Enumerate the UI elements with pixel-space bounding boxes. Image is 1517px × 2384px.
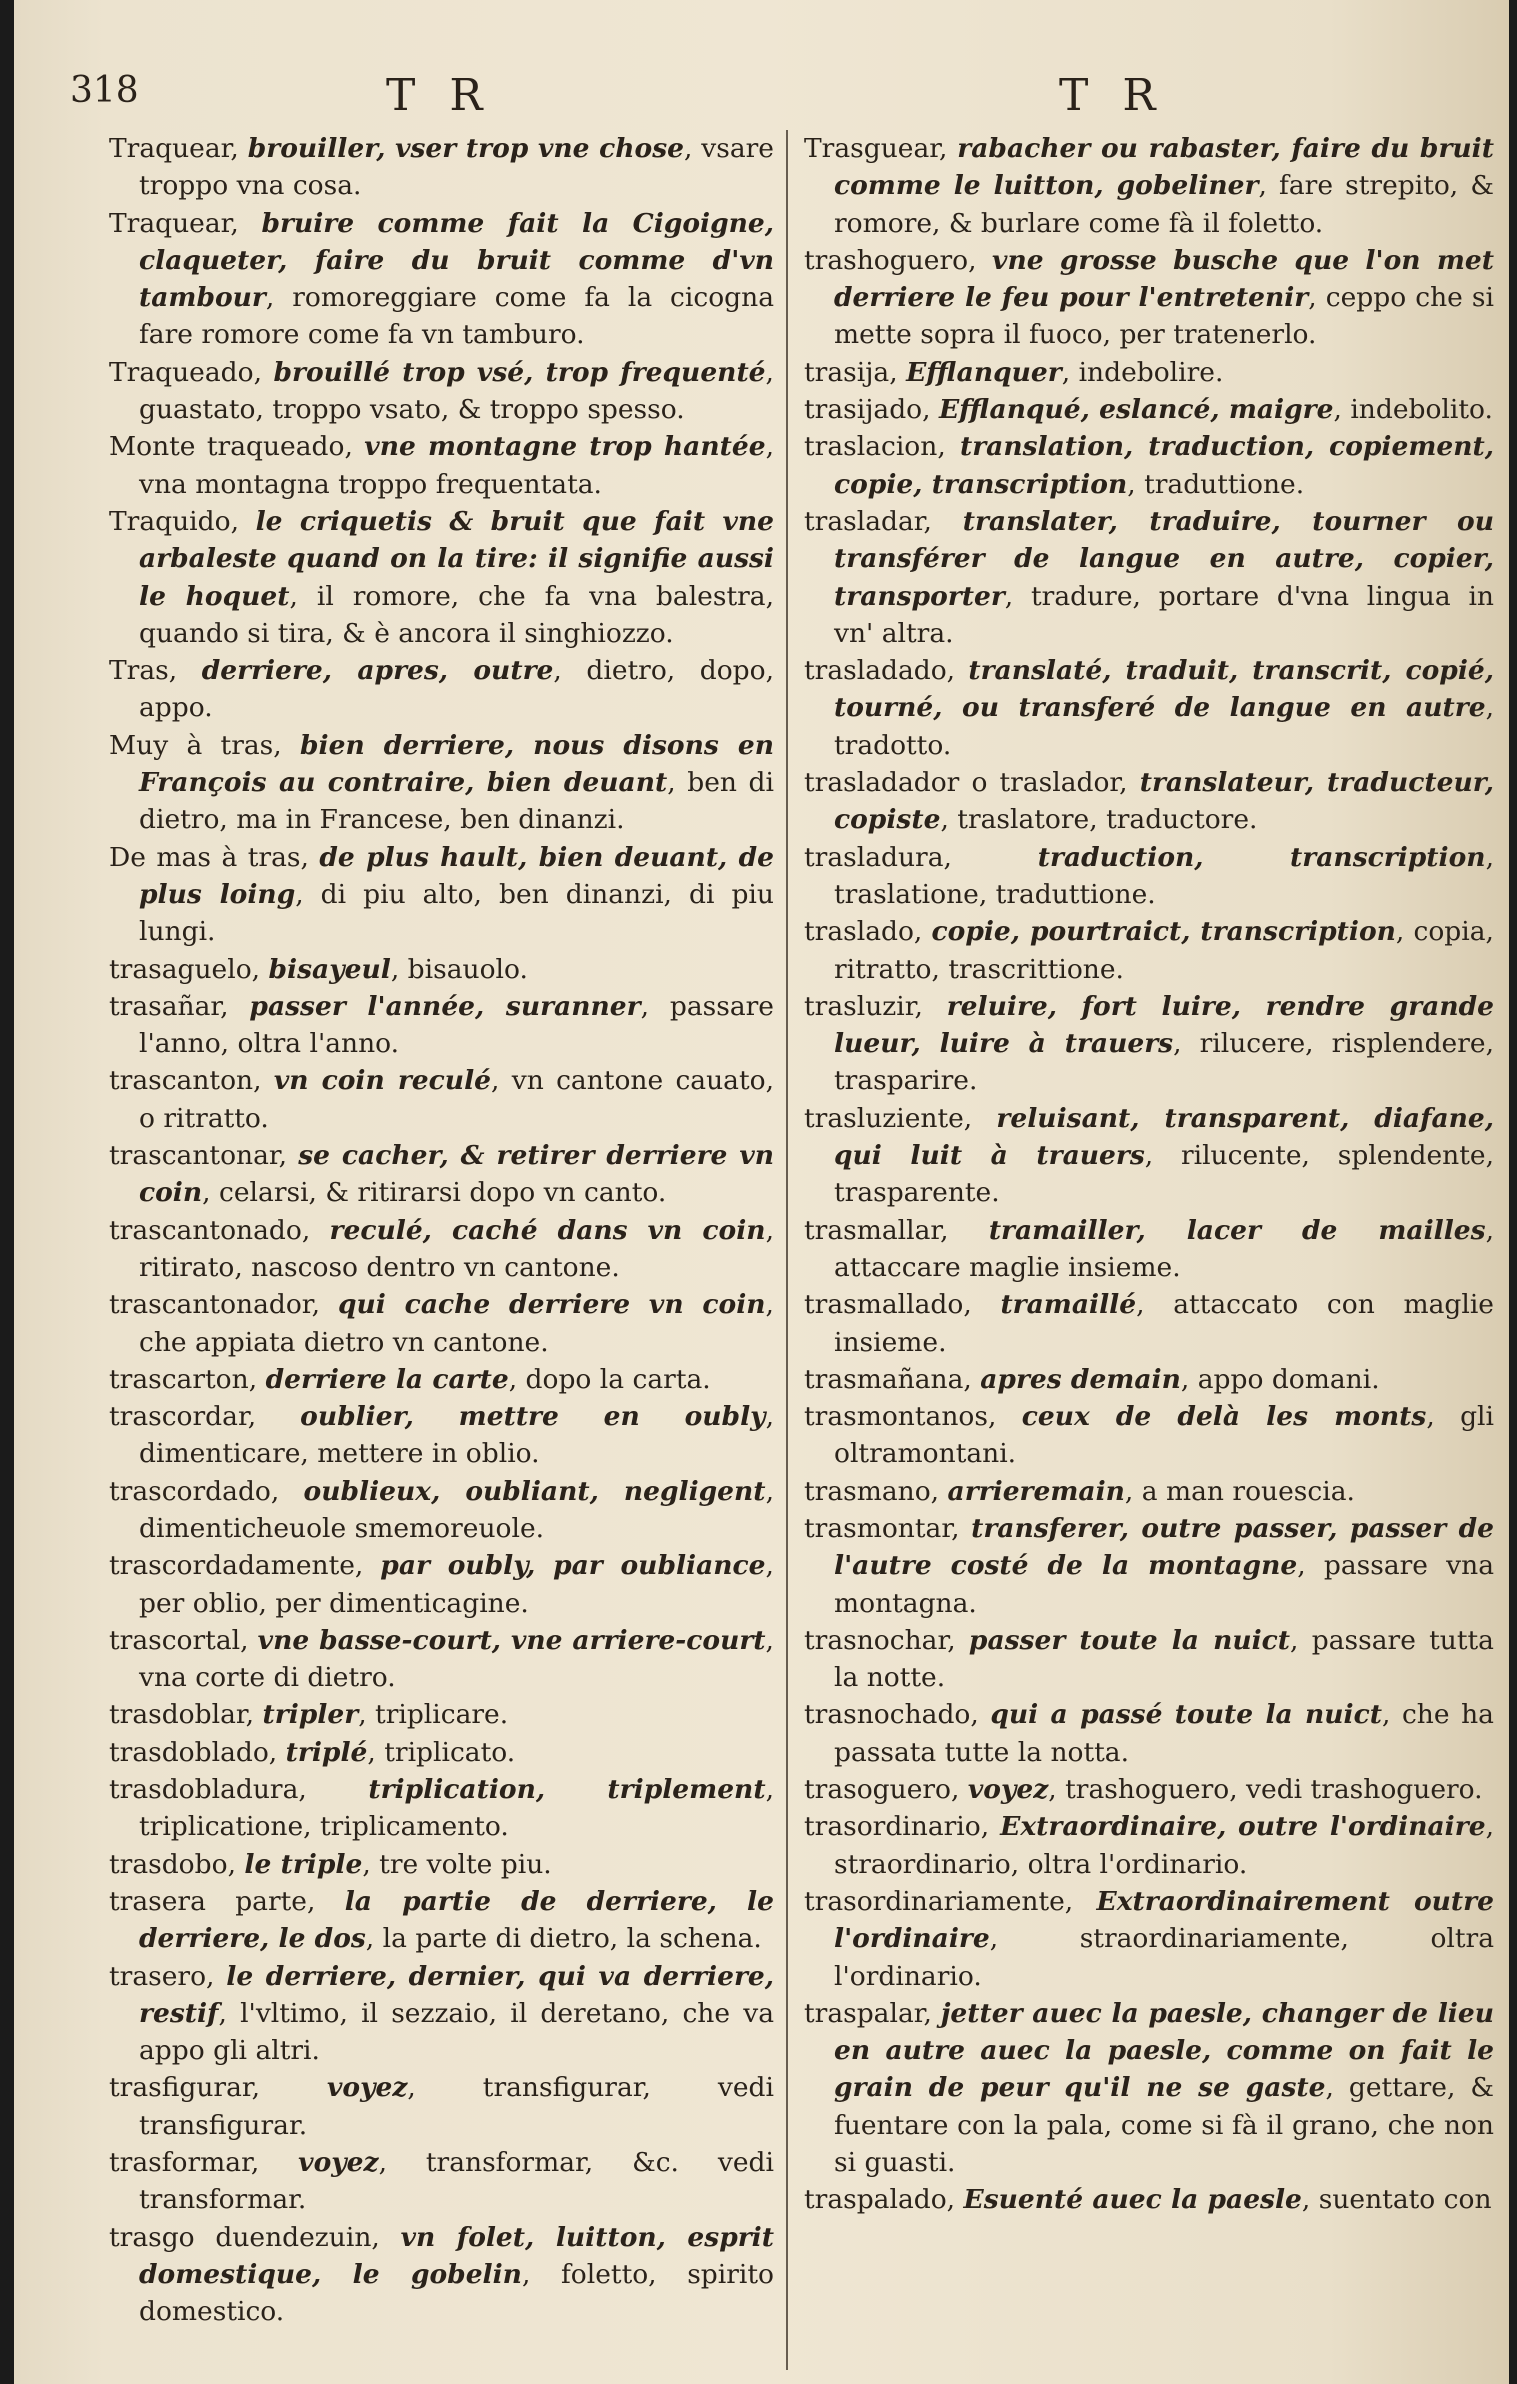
entry-italian: tradure, portare d'vna lingua in vn' altra. bbox=[834, 580, 1494, 649]
entry-french: triplication, triplement bbox=[368, 1774, 766, 1806]
entry-headword: trasnochar bbox=[804, 1624, 948, 1656]
dictionary-entry: trasnochado, qui a passé toute la nuict, che ha passata tutte la notta. bbox=[804, 1699, 1494, 1768]
entry-italian: che appiata dietro vn cantone. bbox=[139, 1326, 549, 1358]
dictionary-entry: Traquido, le criquetis & bruit que fait vne arbaleste quand on la tire: il signifie aussi le hoquet, il romore, che fa vna balestra, quando si tira, & è ancora il singhiozzo. bbox=[109, 505, 774, 649]
entry-italian: vna corte di dietro. bbox=[139, 1662, 396, 1694]
dictionary-entry: trasmontanos, ceux de delà les monts, gli oltramontani. bbox=[804, 1401, 1494, 1470]
entry-headword: trasladador o traslador bbox=[804, 767, 1120, 799]
entry-headword: trasija bbox=[804, 356, 890, 388]
entry-italian: attaccato con maglie insieme. bbox=[834, 1289, 1494, 1358]
entry-french: Efflanqué, eslancé, maigre bbox=[938, 394, 1334, 426]
dictionary-entry: trasmontar, transferer, outre passer, passer de l'autre costé de la montagne, passare vna montagna. bbox=[804, 1512, 1495, 1619]
entry-headword: Traquear bbox=[109, 133, 231, 164]
dictionary-entry: trascordar, oublier, mettre en oubly, dimenticare, mettere in oblio. bbox=[109, 1401, 774, 1470]
entry-headword: trasmallado bbox=[804, 1289, 964, 1321]
entry-italian: guastato, troppo vsato, & troppo spesso. bbox=[139, 394, 685, 426]
entry-french: le criquetis & bruit que fait vne arbaleste quand on la tire: il signifie aussi le hoquet bbox=[139, 505, 774, 612]
entry-italian: traslatione, traduttione. bbox=[834, 878, 1156, 910]
entry-headword: trasoguero bbox=[804, 1774, 952, 1806]
dictionary-entry: trascordadamente, par oubly, par oubliance, per oblio, per dimenticagine. bbox=[109, 1550, 774, 1619]
entry-headword: trascarton bbox=[109, 1363, 249, 1395]
dictionary-entry: trasgo duendezuin, vn folet, luitton, esprit domestique, le gobelin, foletto, spirito domestico. bbox=[109, 2221, 774, 2328]
entry-french: passer l'année, suranner bbox=[249, 990, 641, 1022]
entry-headword: Tras bbox=[109, 655, 169, 687]
entry-headword: trasnochado bbox=[804, 1699, 971, 1731]
entry-italian: tradotto. bbox=[834, 729, 952, 761]
entry-headword: trasdobladura bbox=[109, 1774, 299, 1806]
dictionary-entry: trashoguero, vne grosse busche que l'on met derriere le feu pour l'entretenir, ceppo che si mette sopra il fuoco, per tratenerlo. bbox=[804, 244, 1494, 351]
entry-french: se cacher, & retirer derriere vn coin bbox=[139, 1140, 774, 1209]
entry-headword: De mas à tras bbox=[109, 841, 301, 873]
dictionary-entry: trasladado, translaté, traduit, transcrit, copié, tourné, ou transferé de langue en autre, tradotto. bbox=[804, 655, 1494, 761]
entry-headword: trascantonador bbox=[109, 1289, 312, 1321]
entry-french: bien derriere, nous disons en François au contraire, bien deuant bbox=[139, 729, 774, 799]
entry-italian: traslatore, traductore. bbox=[957, 804, 1258, 836]
dictionary-entry: trasluziente, reluisant, transparent, diafane, qui luit à trauers, rilucente, splendente, trasparente. bbox=[804, 1102, 1494, 1209]
entry-french: translater, traduire, tourner ou transférer de langue en autre, copier, transporter bbox=[834, 505, 1494, 612]
entry-headword: traslado bbox=[804, 916, 914, 948]
dictionary-entry: Traqueado, brouillé trop vsé, trop frequenté, guastato, troppo vsato, & troppo spesso. bbox=[109, 356, 774, 426]
dictionary-entry: trascarton, derriere la carte, dopo la carta. bbox=[109, 1363, 711, 1395]
entry-french: par oubly, par oubliance bbox=[380, 1550, 766, 1582]
entry-italian: bisauolo. bbox=[407, 953, 528, 985]
entry-french: vn folet, luitton, esprit domestique, le gobelin bbox=[139, 2221, 774, 2290]
entry-italian: triplicatione, triplicamento. bbox=[139, 1811, 509, 1843]
entry-french: reluisant, transparent, diafane, qui luit à trauers bbox=[834, 1102, 1494, 1172]
entry-french: triplé bbox=[285, 1736, 368, 1768]
entry-italian: fare strepito, & romore, & burlare come fà il foletto. bbox=[834, 170, 1494, 239]
entry-french: translaté, traduit, transcrit, copié, tourné, ou transferé de langue en autre bbox=[834, 655, 1494, 724]
entry-headword: trascantonado bbox=[109, 1214, 302, 1246]
entry-french: traduction, transcription bbox=[1037, 841, 1486, 873]
entry-italian: vn cantone cauato, o ritratto. bbox=[139, 1065, 774, 1134]
dictionary-entry: trasmano, arrieremain, a man rouescia. bbox=[804, 1475, 1355, 1507]
entry-headword: trasera parte bbox=[109, 1885, 307, 1917]
entry-french: brouiller, vser trop vne chose bbox=[247, 133, 684, 164]
entry-french: de plus hault, bien deuant, de plus loing bbox=[139, 841, 774, 910]
entry-headword: trascortal bbox=[109, 1624, 241, 1656]
entry-italian: gli oltramontani. bbox=[834, 1401, 1494, 1470]
dictionary-entry: trasnochar, passer toute la nuict, passare tutta la notte. bbox=[804, 1624, 1494, 1694]
entry-italian: romoreggiare come fa la cicogna fare romore come fa vn tamburo. bbox=[139, 282, 774, 351]
entry-french: Extraordinaire, outre l'ordinaire bbox=[1000, 1811, 1486, 1843]
entry-italian: rilucente, splendente, trasparente. bbox=[834, 1140, 1494, 1209]
entry-french: Extraordinairement outre l'ordinaire bbox=[834, 1885, 1494, 1955]
entry-french: voyez bbox=[967, 1774, 1049, 1806]
entry-headword: trasladar bbox=[804, 505, 924, 537]
entry-french: passer toute la nuict bbox=[968, 1624, 1291, 1656]
entry-italian: straordinario, oltra l'ordinario. bbox=[834, 1848, 1248, 1880]
entry-french: voyez bbox=[327, 2072, 408, 2104]
entry-headword: Trasguear bbox=[804, 133, 940, 164]
entry-italian: indebolito. bbox=[1350, 394, 1493, 426]
entry-headword: trasmañana bbox=[804, 1363, 964, 1395]
entry-french: le triple bbox=[244, 1848, 363, 1880]
entry-french: vne grosse busche que l'on met derriere le feu pour l'entretenir bbox=[834, 244, 1494, 314]
dictionary-entry: trasfigurar, voyez, transfigurar, vedi transfigurar. bbox=[109, 2072, 774, 2141]
dictionary-entry: Muy à tras, bien derriere, nous disons en François au contraire, bien deuant, ben di dietro, ma in Francese, ben dinanzi. bbox=[109, 729, 775, 836]
entry-french: arrieremain bbox=[947, 1475, 1125, 1507]
dictionary-entry: trasijado, Efflanqué, eslancé, maigre, indebolito. bbox=[804, 394, 1493, 426]
entry-headword: trasmontanos bbox=[804, 1401, 988, 1433]
dictionary-entry: trasdoblar, tripler, triplicare. bbox=[109, 1699, 509, 1731]
entry-french: tramailler, lacer de mailles bbox=[988, 1214, 1486, 1246]
entry-headword: trasluzir bbox=[804, 990, 915, 1022]
dictionary-entry: trasladura, traduction, transcription, traslatione, traduttione. bbox=[804, 841, 1494, 910]
dictionary-entry: trasdobo, le triple, tre volte piu. bbox=[109, 1848, 552, 1880]
entry-headword: trasladura bbox=[804, 841, 944, 873]
dictionary-entry: trasladar, translater, traduire, tourner ou transférer de langue en autre, copier, transporter, tradure, portare d'vna lingua in vn' altra. bbox=[804, 505, 1494, 649]
entry-headword: trasluziente bbox=[804, 1102, 964, 1134]
dictionary-entry: trasdoblado, triplé, triplicato. bbox=[109, 1736, 516, 1768]
dictionary-entry: trasañar, passer l'année, suranner, passare l'anno, oltra l'anno. bbox=[109, 990, 774, 1060]
entry-italian: copia, ritratto, trascrittione. bbox=[834, 916, 1494, 985]
entry-headword: trasgo duendezuin bbox=[109, 2221, 372, 2253]
entry-french: le derriere, dernier, qui va derriere, restif bbox=[139, 1960, 774, 2029]
entry-italian: a man rouescia. bbox=[1141, 1475, 1355, 1507]
entry-headword: trasdoblar bbox=[109, 1699, 246, 1731]
entry-headword: trasdobo bbox=[109, 1848, 228, 1880]
entry-french: voyez bbox=[298, 2147, 379, 2179]
dictionary-entry: trasera parte, la partie de derriere, le derriere, le dos, la parte di dietro, la schena. bbox=[109, 1885, 774, 1955]
entry-french: ceux de delà les monts bbox=[1021, 1401, 1427, 1433]
entry-headword: Muy à tras bbox=[109, 729, 274, 761]
dictionary-entry: trascanton, vn coin reculé, vn cantone cauato, o ritratto. bbox=[109, 1065, 774, 1134]
entry-headword: trasordinario bbox=[804, 1811, 981, 1843]
page-number: 318 bbox=[70, 70, 139, 111]
entry-italian: foletto, spirito domestico. bbox=[139, 2258, 774, 2328]
entry-french: oublieux, oubliant, negligent bbox=[303, 1475, 766, 1507]
dictionary-entry: trascantonar, se cacher, & retirer derriere vn coin, celarsi, & ritirarsi dopo vn canto. bbox=[109, 1140, 774, 1209]
dictionary-entry: traslacion, translation, traduction, copiement, copie, transcription, traduttione. bbox=[804, 431, 1494, 500]
entry-italian: l'vltimo, il sezzaio, il deretano, che va appo gli altri. bbox=[139, 1997, 774, 2067]
entry-italian: il romore, che fa vna balestra, quando si tira, & è ancora il singhiozzo. bbox=[139, 580, 774, 649]
entry-italian: attaccare maglie insieme. bbox=[834, 1251, 1181, 1283]
entry-italian: passare l'anno, oltra l'anno. bbox=[139, 990, 774, 1060]
entry-headword: trasladado bbox=[804, 655, 947, 687]
entry-french: qui cache derriere vn coin bbox=[338, 1289, 766, 1321]
entry-italian: rilucere, risplendere, trasparire. bbox=[834, 1028, 1494, 1097]
entry-headword: traspalar bbox=[804, 1997, 924, 2029]
entry-french: transferer, outre passer, passer de l'autre costé de la montagne bbox=[834, 1512, 1494, 1582]
entry-headword: trascordar bbox=[109, 1401, 248, 1433]
entry-headword: trashoguero bbox=[804, 244, 969, 276]
dictionary-entry: trascortal, vne basse-court, vne arriere-court, vna corte di dietro. bbox=[109, 1624, 774, 1694]
entry-headword: trasmontar bbox=[804, 1512, 952, 1544]
dictionary-entry: Tras, derriere, apres, outre, dietro, dopo, appo. bbox=[109, 655, 774, 724]
dictionary-entry: Monte traqueado, vne montagne trop hantée, vna montagna troppo frequentata. bbox=[109, 431, 775, 500]
dictionary-entry: trascantonado, reculé, caché dans vn coin, ritirato, nascoso dentro vn cantone. bbox=[109, 1214, 774, 1283]
dictionary-entry: trascordado, oublieux, oubliant, negligent, dimenticheuole smemoreuole. bbox=[109, 1475, 774, 1544]
entry-french: vne montagne trop hantée bbox=[364, 431, 766, 463]
entry-french: bisayeul bbox=[268, 953, 391, 985]
entry-italian: vsare troppo vna cosa. bbox=[139, 133, 774, 202]
dictionary-entry: trasordinariamente, Extraordinairement outre l'ordinaire, straordinariamente, oltra l'ordinario. bbox=[804, 1885, 1494, 1992]
right-column bbox=[804, 130, 1494, 2219]
entry-headword: trasfigurar bbox=[109, 2072, 252, 2104]
entry-headword: Monte traqueado bbox=[109, 431, 345, 463]
entry-italian: vna montagna troppo frequentata. bbox=[139, 468, 602, 500]
dictionary-entry: trasladador o traslador, translateur, traducteur, copiste, traslatore, traductore. bbox=[804, 767, 1494, 836]
dictionary-entry: traspalado, Esuenté auec la paesle, suentato con bbox=[804, 2184, 1492, 2216]
dictionary-entry: trascantonador, qui cache derriere vn coin, che appiata dietro vn cantone. bbox=[109, 1289, 774, 1358]
running-head-left: T R bbox=[386, 70, 493, 121]
entry-french: vn coin reculé bbox=[273, 1065, 492, 1097]
entry-italian: traduttione. bbox=[1144, 468, 1305, 500]
dictionary-entry: Traquear, brouiller, vser trop vne chose, vsare troppo vna cosa. bbox=[109, 133, 774, 202]
entry-headword: trasordinariamente bbox=[804, 1885, 1065, 1917]
entry-italian: transfigurar, vedi transfigurar. bbox=[139, 2072, 774, 2141]
entry-italian: ceppo che si mette sopra il fuoco, per tratenerlo. bbox=[834, 282, 1494, 351]
dictionary-entry: trasformar, voyez, transformar, &c. vedi transformar. bbox=[109, 2147, 774, 2216]
left-column bbox=[109, 130, 774, 2331]
entry-headword: trasformar bbox=[109, 2147, 251, 2179]
dictionary-entry: traslado, copie, pourtraict, transcription, copia, ritratto, trascrittione. bbox=[804, 916, 1494, 985]
entry-italian: per oblio, per dimenticagine. bbox=[139, 1587, 529, 1619]
entry-french: tramaillé bbox=[1000, 1289, 1137, 1321]
entry-french: qui a passé toute la nuict bbox=[990, 1699, 1382, 1731]
entry-headword: Traquear bbox=[109, 207, 231, 239]
entry-headword: trasdoblado bbox=[109, 1736, 269, 1768]
dictionary-entry: trasaguelo, bisayeul, bisauolo. bbox=[109, 953, 528, 985]
entry-french: derriere, apres, outre bbox=[201, 655, 554, 687]
dictionary-page bbox=[14, 0, 1509, 2384]
entry-headword: traspalado bbox=[804, 2184, 947, 2216]
entry-italian: ritirato, nascoso dentro vn cantone. bbox=[139, 1251, 620, 1283]
entry-italian: appo domani. bbox=[1197, 1363, 1380, 1395]
entry-italian: che ha passata tutte la notta. bbox=[834, 1699, 1494, 1768]
entry-headword: trasmallar bbox=[804, 1214, 941, 1246]
entry-french: rabacher ou rabaster, faire du bruit comme le luitton, gobeliner bbox=[834, 133, 1494, 202]
dictionary-entry: trasluzir, reluire, fort luire, rendre grande lueur, luire à trauers, rilucere, risplendere, trasparire. bbox=[804, 990, 1494, 1097]
entry-french: reluire, fort luire, rendre grande lueur, luire à trauers bbox=[834, 990, 1494, 1060]
dictionary-entry: trasija, Efflanquer, indebolire. bbox=[804, 356, 1224, 388]
entry-french: brouillé trop vsé, trop frequenté bbox=[273, 356, 766, 388]
entry-italian: transformar, &c. vedi transformar. bbox=[139, 2147, 774, 2216]
dictionary-entry: trasmañana, apres demain, appo domani. bbox=[804, 1363, 1380, 1395]
entry-headword: trasijado bbox=[804, 394, 923, 426]
entry-french: vne basse-court, vne arriere-court bbox=[257, 1624, 766, 1656]
entry-headword: trasero bbox=[109, 1960, 207, 1992]
dictionary-entry: Traquear, bruire comme fait la Cigoigne, claqueter, faire du bruit comme d'vn tambour, romoreggiare come fa la cicogna fare romore come fa vn tamburo. bbox=[109, 207, 774, 351]
entry-french: translateur, traducteur, copiste bbox=[834, 767, 1494, 836]
entry-french: tripler bbox=[262, 1699, 359, 1731]
entry-headword: Traquido bbox=[109, 505, 231, 537]
entry-french: oublier, mettre en oubly bbox=[300, 1401, 766, 1433]
entry-french: apres demain bbox=[980, 1363, 1181, 1395]
column-divider bbox=[786, 130, 788, 2370]
entry-headword: Traqueado bbox=[109, 356, 254, 388]
entry-french: jetter auec la paesle, changer de lieu en autre auec la paesle, comme on fait le grain de peur qu'il ne se gaste bbox=[834, 1997, 1494, 2104]
entry-italian: tre volte piu. bbox=[379, 1848, 552, 1880]
running-head-right: T R bbox=[1059, 70, 1166, 121]
entry-italian: la parte di dietro, la schena. bbox=[382, 1923, 762, 1955]
entry-french: copie, pourtraict, transcription bbox=[931, 916, 1396, 948]
entry-french: reculé, caché dans vn coin bbox=[329, 1214, 766, 1246]
dictionary-entry: trasordinario, Extraordinaire, outre l'ordinaire, straordinario, oltra l'ordinario. bbox=[804, 1811, 1494, 1880]
entry-french: bruire comme fait la Cigoigne, claqueter, faire du bruit comme d'vn tambour bbox=[139, 207, 774, 314]
entry-italian: dopo la carta. bbox=[525, 1363, 711, 1395]
dictionary-entry: trasero, le derriere, dernier, qui va derriere, restif, l'vltimo, il sezzaio, il deretano, che va appo gli altri. bbox=[109, 1960, 774, 2067]
entry-headword: trascantonar bbox=[109, 1140, 279, 1172]
entry-italian: celarsi, & ritirarsi dopo vn canto. bbox=[219, 1177, 667, 1209]
entry-french: Efflanquer bbox=[906, 356, 1062, 388]
dictionary-entry: De mas à tras, de plus hault, bien deuant, de plus loing, di piu alto, ben dinanzi, di piu lungi. bbox=[109, 841, 774, 948]
entry-headword: trasaguelo bbox=[109, 953, 252, 985]
entry-italian: dimenticheuole smemoreuole. bbox=[139, 1512, 545, 1544]
entry-italian: indebolire. bbox=[1078, 356, 1224, 388]
dictionary-entry: trasoguero, voyez, trashoguero, vedi trashoguero. bbox=[804, 1774, 1483, 1806]
entry-italian: triplicare. bbox=[375, 1699, 509, 1731]
entry-headword: trasmano bbox=[804, 1475, 931, 1507]
entry-italian: dietro, dopo, appo. bbox=[139, 655, 774, 724]
entry-italian: triplicato. bbox=[384, 1736, 516, 1768]
entry-french: la partie de derriere, le derriere, le dos bbox=[139, 1885, 774, 1955]
dictionary-entry: Trasguear, rabacher ou rabaster, faire du bruit comme le luitton, gobeliner, fare strepito, & romore, & burlare come fà il foletto. bbox=[804, 133, 1494, 239]
dictionary-entry: trasmallar, tramailler, lacer de mailles, attaccare maglie insieme. bbox=[804, 1214, 1494, 1283]
entry-headword: trascordadamente bbox=[109, 1550, 355, 1582]
entry-headword: trascordado bbox=[109, 1475, 271, 1507]
entry-headword: trasañar bbox=[109, 990, 221, 1022]
entry-italian: dimenticare, mettere in oblio. bbox=[139, 1438, 540, 1470]
entry-italian: di piu alto, ben dinanzi, di piu lungi. bbox=[139, 878, 774, 948]
entry-french: derriere la carte bbox=[265, 1363, 509, 1395]
dictionary-entry: traspalar, jetter auec la paesle, changer de lieu en autre auec la paesle, comme on fait le grain de peur qu'il ne se gaste, gettare, & fuentare con la pala, come si fà il grano, che non si guasti. bbox=[804, 1997, 1494, 2179]
entry-italian: passare vna montagna. bbox=[834, 1550, 1495, 1619]
entry-italian: suentato con bbox=[1318, 2184, 1492, 2216]
dictionary-entry: trasmallado, tramaillé, attaccato con maglie insieme. bbox=[804, 1289, 1494, 1358]
entry-italian: trashoguero, vedi trashoguero. bbox=[1065, 1774, 1483, 1806]
dictionary-entry: trasdobladura, triplication, triplement, triplicatione, triplicamento. bbox=[109, 1774, 774, 1843]
entry-headword: traslacion bbox=[804, 431, 938, 463]
entry-italian: passare tutta la notte. bbox=[834, 1624, 1494, 1694]
entry-headword: trascanton bbox=[109, 1065, 254, 1097]
entry-french: translation, traduction, copiement, copie, transcription bbox=[834, 431, 1494, 500]
entry-italian: gettare, & fuentare con la pala, come si fà il grano, che non si guasti. bbox=[834, 2072, 1494, 2179]
entry-italian: ben di dietro, ma in Francese, ben dinanzi. bbox=[139, 767, 775, 836]
entry-italian: straordinariamente, oltra l'ordinario. bbox=[834, 1923, 1494, 1992]
entry-french: Esuenté auec la paesle bbox=[963, 2184, 1302, 2216]
